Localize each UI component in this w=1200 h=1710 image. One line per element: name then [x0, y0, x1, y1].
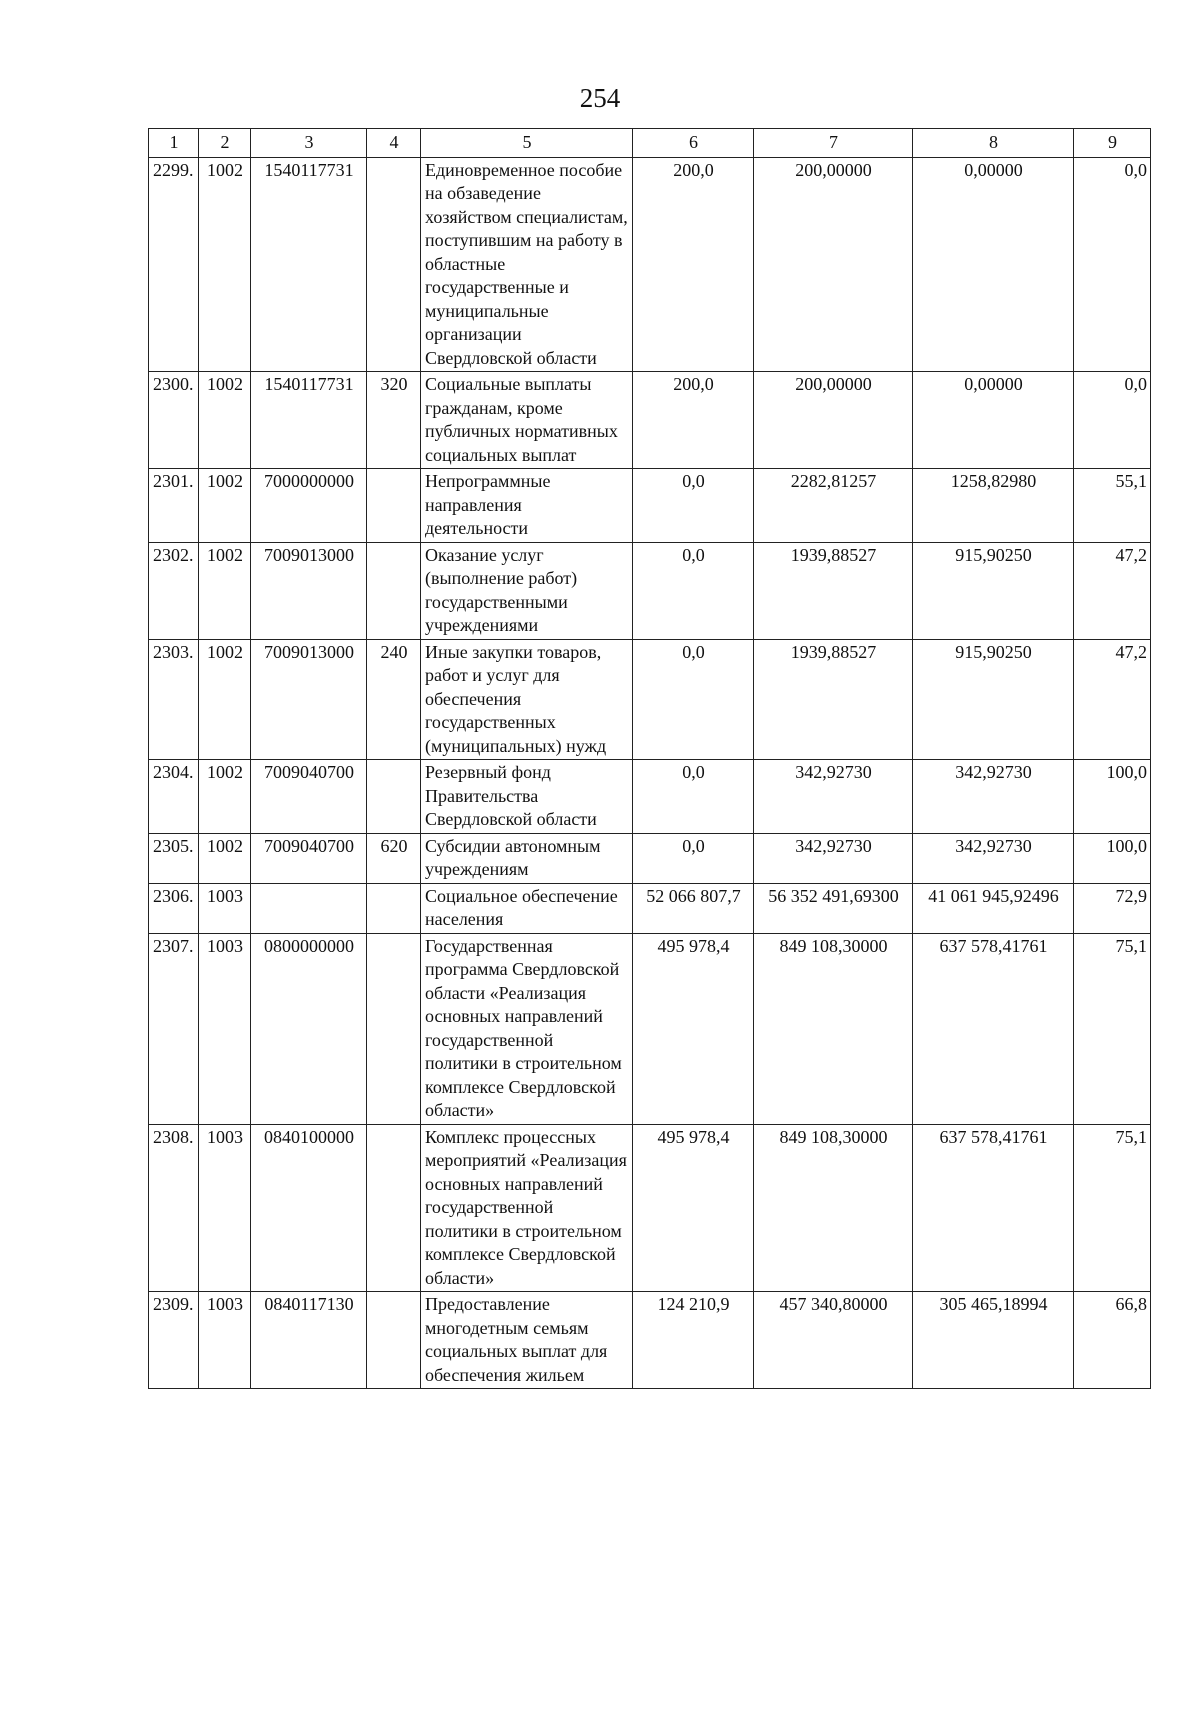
column-header: 5	[421, 129, 633, 158]
execution-percent-cell: 47,2	[1074, 542, 1151, 639]
row-number-cell: 2309.	[149, 1292, 199, 1389]
planned-amount-cell: 1939,88527	[754, 639, 913, 760]
column-header: 1	[149, 129, 199, 158]
expense-type-cell	[367, 883, 421, 933]
planned-amount-cell: 849 108,30000	[754, 1124, 913, 1292]
table-row	[149, 372, 1151, 469]
target-code-cell: 7009040700	[251, 760, 367, 834]
row-number-cell: 2306.	[149, 883, 199, 933]
execution-percent-cell: 75,1	[1074, 933, 1151, 1124]
table-row	[149, 760, 1151, 834]
executed-amount-cell: 305 465,18994	[913, 1292, 1074, 1389]
section-code-cell: 1002	[199, 639, 251, 760]
approved-amount-cell: 124 210,9	[633, 1292, 754, 1389]
row-number-cell: 2299.	[149, 157, 199, 372]
expense-type-cell: 620	[367, 833, 421, 883]
row-number-cell: 2305.	[149, 833, 199, 883]
planned-amount-cell: 56 352 491,69300	[754, 883, 913, 933]
executed-amount-cell: 0,00000	[913, 372, 1074, 469]
column-header: 8	[913, 129, 1074, 158]
planned-amount-cell: 1939,88527	[754, 542, 913, 639]
expense-type-cell: 320	[367, 372, 421, 469]
planned-amount-cell: 200,00000	[754, 157, 913, 372]
item-name-cell: Комплекс процессных мероприятий «Реализация основных направлений государственной политики в строительном комплексе Свердловской области»	[421, 1124, 633, 1292]
expense-type-cell	[367, 157, 421, 372]
planned-amount-cell: 457 340,80000	[754, 1292, 913, 1389]
executed-amount-cell: 41 061 945,92496	[913, 883, 1074, 933]
executed-amount-cell: 915,90250	[913, 639, 1074, 760]
section-code-cell: 1003	[199, 933, 251, 1124]
target-code-cell: 0840100000	[251, 1124, 367, 1292]
row-number-cell: 2307.	[149, 933, 199, 1124]
section-code-cell: 1002	[199, 157, 251, 372]
item-name-cell: Иные закупки товаров, работ и услуг для обеспечения государственных (муниципальных) нужд	[421, 639, 633, 760]
section-code-cell: 1003	[199, 1124, 251, 1292]
expense-type-cell	[367, 542, 421, 639]
section-code-cell: 1002	[199, 833, 251, 883]
execution-percent-cell: 0,0	[1074, 372, 1151, 469]
executed-amount-cell: 915,90250	[913, 542, 1074, 639]
target-code-cell: 7009013000	[251, 639, 367, 760]
table-row	[149, 833, 1151, 883]
approved-amount-cell: 0,0	[633, 542, 754, 639]
item-name-cell: Предоставление многодетным семьям социальных выплат для обеспечения жильем	[421, 1292, 633, 1389]
section-code-cell: 1002	[199, 760, 251, 834]
planned-amount-cell: 849 108,30000	[754, 933, 913, 1124]
table-row	[149, 1292, 1151, 1389]
target-code-cell: 7000000000	[251, 469, 367, 543]
column-header: 4	[367, 129, 421, 158]
execution-percent-cell: 66,8	[1074, 1292, 1151, 1389]
planned-amount-cell: 200,00000	[754, 372, 913, 469]
item-name-cell: Единовременное пособие на обзаведение хозяйством специалистам, поступившим на работу в областные государственные и муниципальные организации Свердловской области	[421, 157, 633, 372]
section-code-cell: 1003	[199, 1292, 251, 1389]
executed-amount-cell: 1258,82980	[913, 469, 1074, 543]
column-header: 7	[754, 129, 913, 158]
approved-amount-cell: 52 066 807,7	[633, 883, 754, 933]
column-header: 3	[251, 129, 367, 158]
planned-amount-cell: 2282,81257	[754, 469, 913, 543]
row-number-cell: 2302.	[149, 542, 199, 639]
page-number: 254	[579, 83, 621, 113]
target-code-cell: 7009013000	[251, 542, 367, 639]
approved-amount-cell: 495 978,4	[633, 1124, 754, 1292]
table-header-row	[149, 129, 1151, 158]
approved-amount-cell: 495 978,4	[633, 933, 754, 1124]
executed-amount-cell: 637 578,41761	[913, 933, 1074, 1124]
row-number-cell: 2303.	[149, 639, 199, 760]
planned-amount-cell: 342,92730	[754, 760, 913, 834]
section-code-cell: 1003	[199, 883, 251, 933]
item-name-cell: Социальное обеспечение населения	[421, 883, 633, 933]
expense-type-cell	[367, 469, 421, 543]
item-name-cell: Оказание услуг (выполнение работ) государственными учреждениями	[421, 542, 633, 639]
approved-amount-cell: 200,0	[633, 157, 754, 372]
target-code-cell: 0840117130	[251, 1292, 367, 1389]
target-code-cell	[251, 883, 367, 933]
section-code-cell: 1002	[199, 542, 251, 639]
executed-amount-cell: 342,92730	[913, 833, 1074, 883]
approved-amount-cell: 200,0	[633, 372, 754, 469]
target-code-cell: 7009040700	[251, 833, 367, 883]
budget-table	[148, 128, 1151, 1389]
target-code-cell: 0800000000	[251, 933, 367, 1124]
expense-type-cell	[367, 1292, 421, 1389]
execution-percent-cell: 100,0	[1074, 760, 1151, 834]
expense-type-cell	[367, 933, 421, 1124]
table-row	[149, 933, 1151, 1124]
approved-amount-cell: 0,0	[633, 469, 754, 543]
section-code-cell: 1002	[199, 372, 251, 469]
row-number-cell: 2301.	[149, 469, 199, 543]
column-header: 6	[633, 129, 754, 158]
approved-amount-cell: 0,0	[633, 760, 754, 834]
table-row	[149, 883, 1151, 933]
row-number-cell: 2304.	[149, 760, 199, 834]
table-row	[149, 639, 1151, 760]
target-code-cell: 1540117731	[251, 157, 367, 372]
expense-type-cell	[367, 760, 421, 834]
execution-percent-cell: 0,0	[1074, 157, 1151, 372]
executed-amount-cell: 637 578,41761	[913, 1124, 1074, 1292]
target-code-cell: 1540117731	[251, 372, 367, 469]
table-row	[149, 469, 1151, 543]
planned-amount-cell: 342,92730	[754, 833, 913, 883]
execution-percent-cell: 72,9	[1074, 883, 1151, 933]
approved-amount-cell: 0,0	[633, 833, 754, 883]
executed-amount-cell: 342,92730	[913, 760, 1074, 834]
item-name-cell: Государственная программа Свердловской области «Реализация основных направлений государственной политики в строительном комплексе Свердловской области»	[421, 933, 633, 1124]
table-row	[149, 542, 1151, 639]
item-name-cell: Резервный фонд Правительства Свердловской области	[421, 760, 633, 834]
item-name-cell: Социальные выплаты гражданам, кроме публичных нормативных социальных выплат	[421, 372, 633, 469]
item-name-cell: Субсидии автономным учреждениям	[421, 833, 633, 883]
column-header: 9	[1074, 129, 1151, 158]
execution-percent-cell: 75,1	[1074, 1124, 1151, 1292]
section-code-cell: 1002	[199, 469, 251, 543]
approved-amount-cell: 0,0	[633, 639, 754, 760]
execution-percent-cell: 100,0	[1074, 833, 1151, 883]
expense-type-cell	[367, 1124, 421, 1292]
expense-type-cell: 240	[367, 639, 421, 760]
row-number-cell: 2300.	[149, 372, 199, 469]
execution-percent-cell: 47,2	[1074, 639, 1151, 760]
row-number-cell: 2308.	[149, 1124, 199, 1292]
execution-percent-cell: 55,1	[1074, 469, 1151, 543]
column-header: 2	[199, 129, 251, 158]
executed-amount-cell: 0,00000	[913, 157, 1074, 372]
item-name-cell: Непрограммные направления деятельности	[421, 469, 633, 543]
table-row	[149, 157, 1151, 372]
table-row	[149, 1124, 1151, 1292]
